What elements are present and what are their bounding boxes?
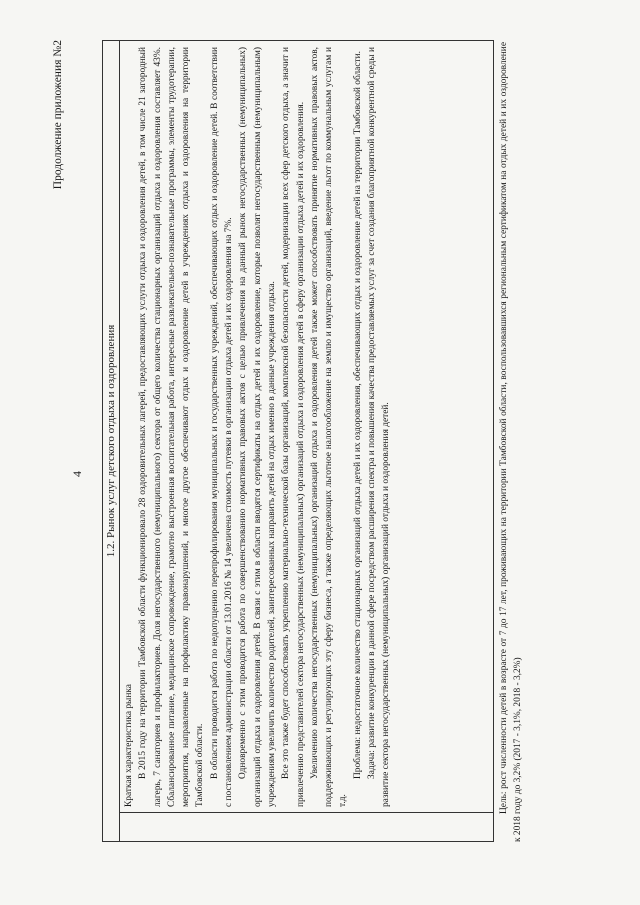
table-content-cell — [122, 47, 493, 807]
paragraph: Увеличению количества негосударственных (немуниципальных) организаций отдыха и оздоровления детей также может способствовать принятие нормативных правовых актов, поддерживающих и регулирующих эту сферу бизнеса, а также определяющих льготное налогообложение на землю и имущество организаций, введение льгот по коммунальным услугам и т.д. — [309, 47, 349, 807]
task-paragraph: Задача: развитие конкуренции в данной сфере посредством расширения спектра и повышения качества предоставляемых услуг за счет создания благоприятной конкурентной среды и развитие сектора негосударственных (немуниципальных) организаций отдыха и оздоровления детей. — [367, 47, 392, 807]
goal-paragraph: Цель: рост численности детей в возрасте от 7 до 17 лет, проживающих на территории Тамбовской области, воспользовавшихся региональным сертификатом на отдых детей и их оздоровление к 2018 году до 3,2% (2017 - 3,1%, 2018 - 3,2%) — [499, 42, 524, 842]
paragraph: В области проводится работа по недопущению перепрофилирования муниципальных и государственных учреждений, обеспечивающих отдых и оздоровление детей. В соответствии с постановлением администрации области от 13.01.2016 № 14 увеличена стоимость путевки в организации отдыха детей и их оздоровления на 7%. — [209, 47, 235, 807]
rotated-page-content — [40, 32, 600, 872]
market-characteristics-heading: Краткая характеристика рынка — [124, 684, 134, 807]
page-number: 4 — [70, 471, 84, 477]
continuation-label: Продолжение приложения №2 — [52, 40, 64, 190]
table-body — [120, 41, 493, 841]
paragraph: Все это также будет способствовать укреплению материально-технической базы организаций, комплексной безопасности детей, модернизации всех сфер детского отдыха, а значит и привлечению представителей сектора негосударственных (немуниципальных) организаций отдыха и оздоровления детей в сферу организации отдыха детей и их оздоровления. — [281, 47, 306, 807]
table-heading: 1.2. Рынок услуг детского отдыха и оздоровления — [103, 41, 120, 841]
paragraph: Одновременно с этим проводится работа по совершенствованию нормативных правовых актов с целью привлечения на данный рынок негосударственных (немуниципальных) организаций отдыха и оздоровления детей. В связи с этим в области вводятся сертификаты на отдых детей и их оздоровление, которые позволят негосударственным (немуниципальным) учреждениям увеличить количество родителей, заинтересованных направить детей на отдых именно в данные учреждения отдыха. — [238, 47, 277, 807]
table-empty-column — [120, 812, 493, 841]
paragraph: В 2015 году на территории Тамбовской области функционировало 28 оздоровительных лагерей, предоставляющих услуги отдыха и оздоровления детей, в том числе 21 загородный лагерь, 7 санаториев и профилакториев. Доля негосударственного (немуниципального) сектора от общего количества стационарных организаций отдыха и оздоровления составляет 43%. Сбалансированное питание, медицинское сопровождение, грамотно выстроенная воспитательная работа, интересные развлекательно-познавательные программы, элементы трудотерапии, мероприятия, направленные на профилактику правонарушений, и многое другое обеспечивают отдых и оздоровление детей в учреждениях отдыха и оздоровления на территории Тамбовской области. — [138, 47, 206, 807]
goal-block — [497, 42, 526, 842]
section-table — [102, 40, 494, 842]
problem-paragraph: Проблема: недостаточное количество стационарных организаций отдыха детей и их оздоровления, обеспечивающих отдых и оздоровление детей на территории Тамбовской области. — [352, 51, 363, 779]
